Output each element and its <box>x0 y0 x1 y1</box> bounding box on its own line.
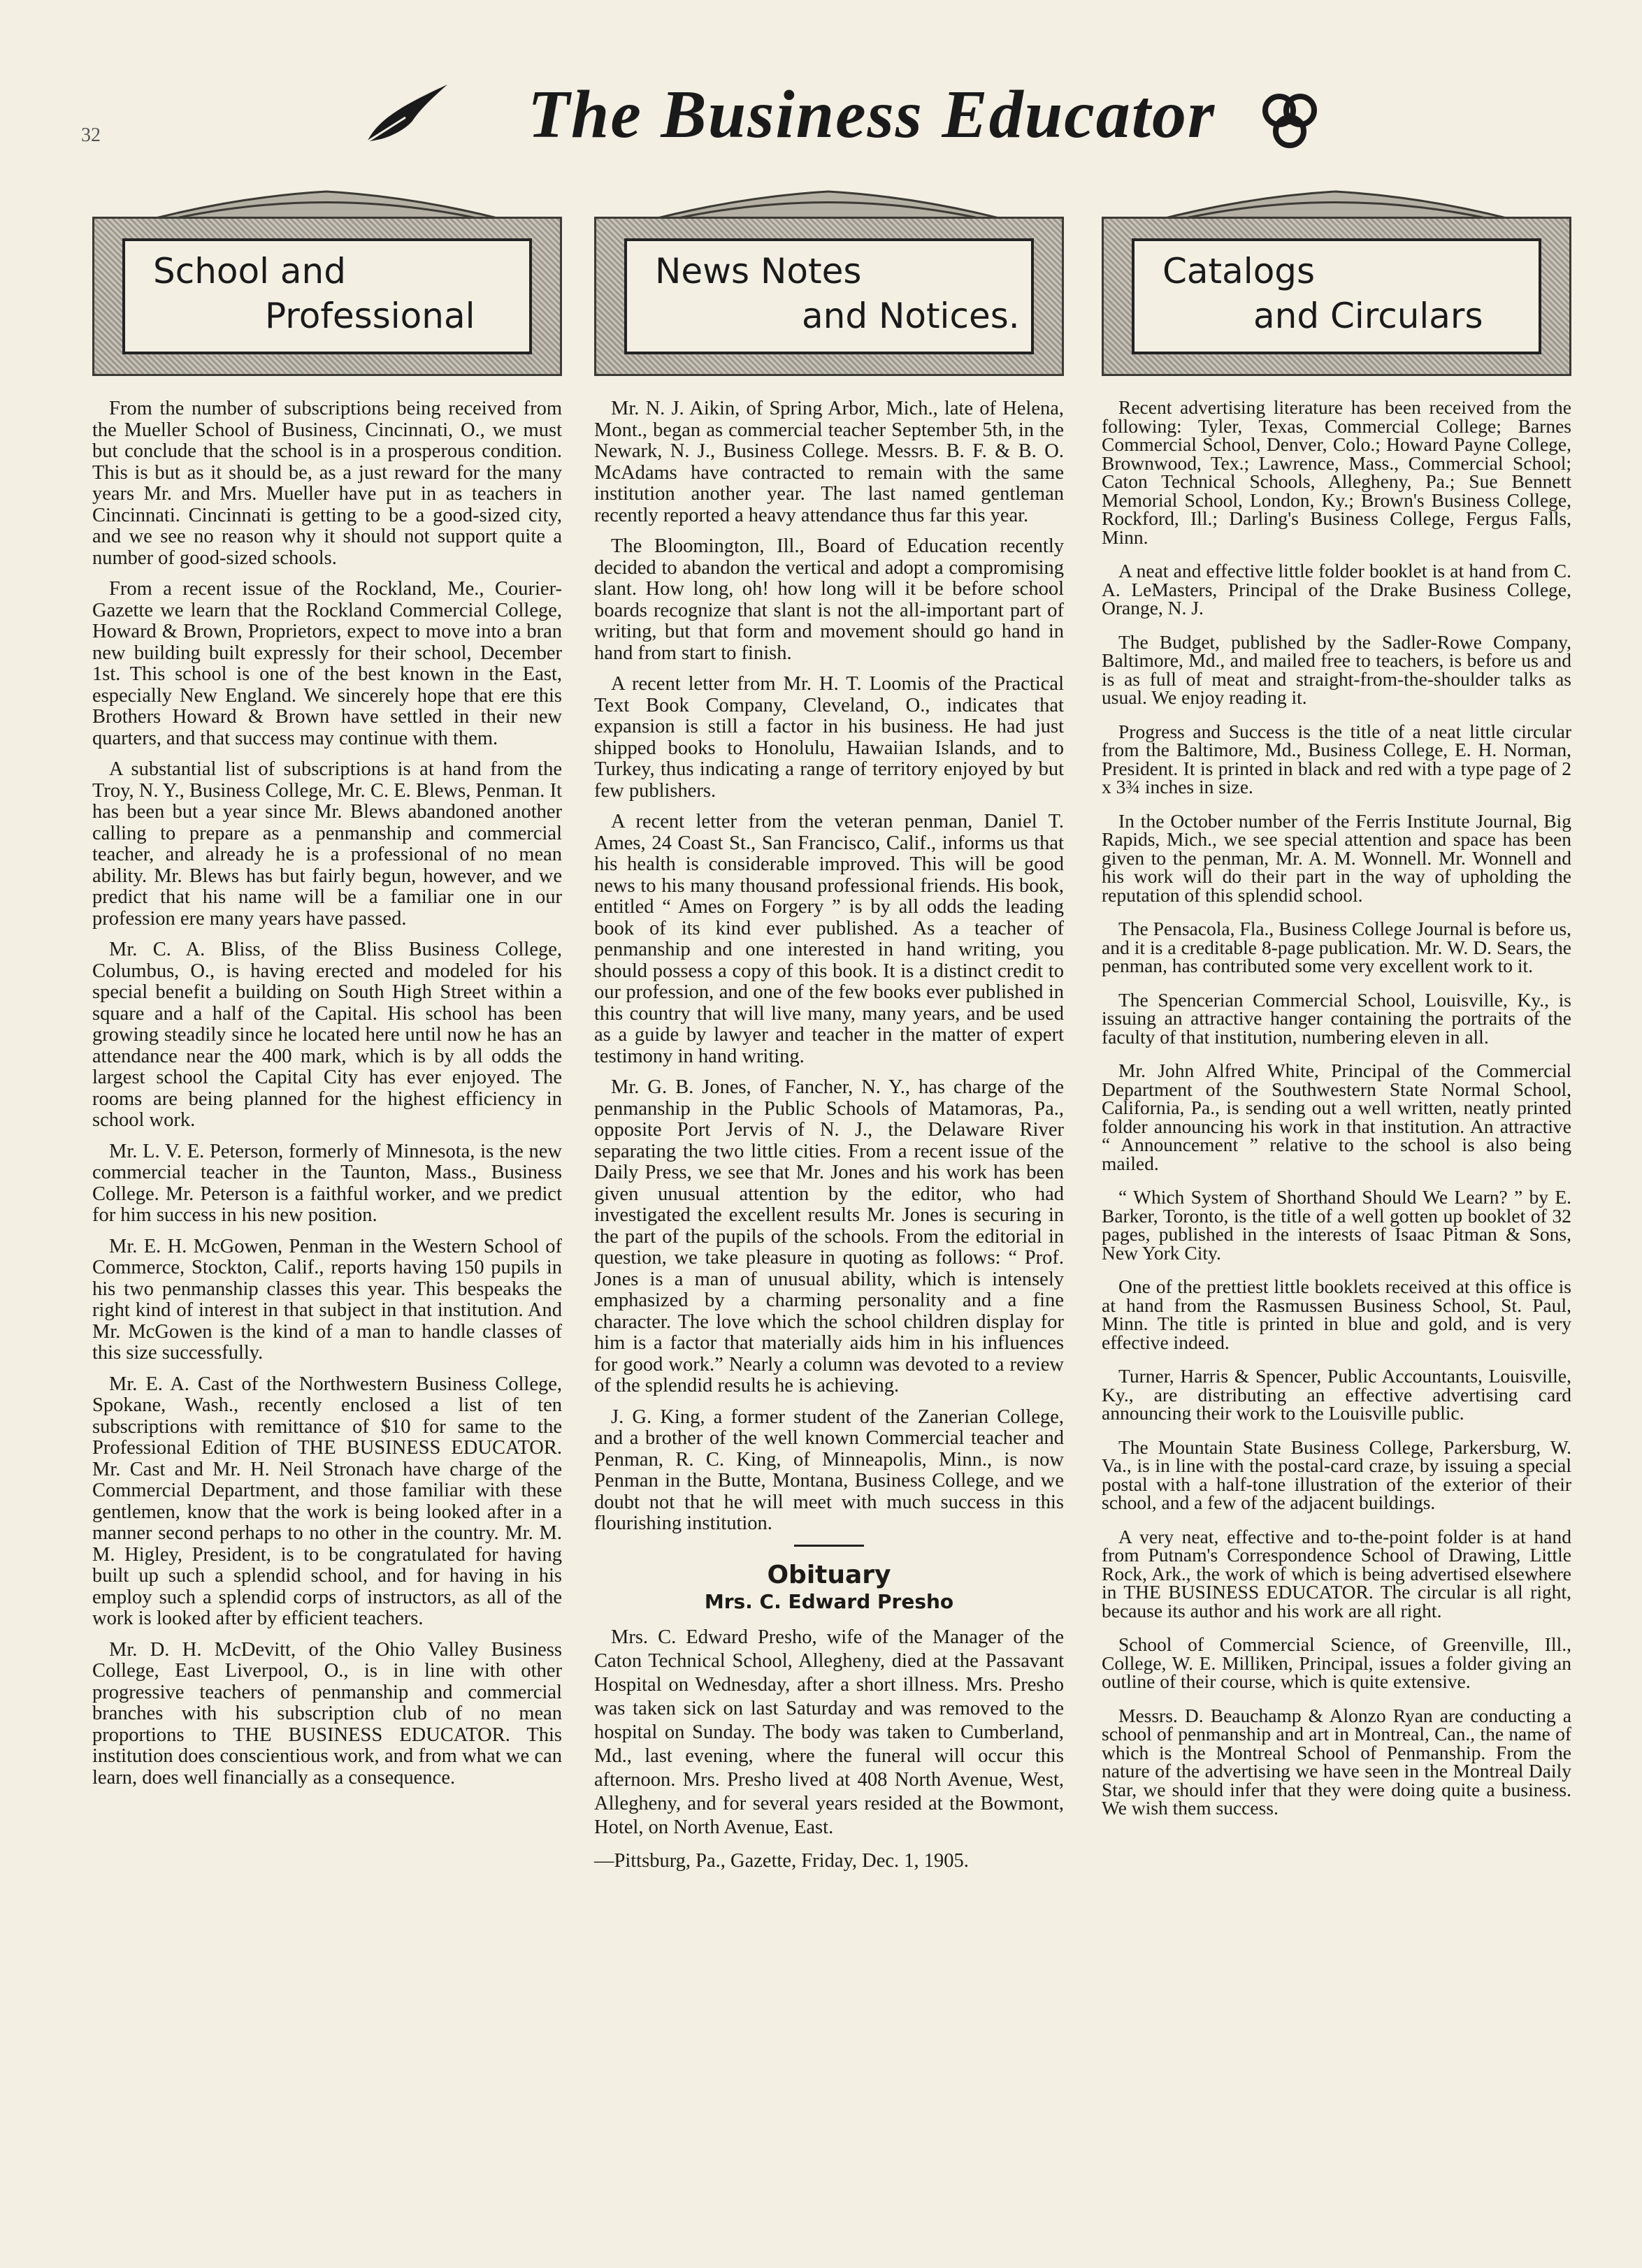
section-header-box <box>92 190 562 380</box>
article-paragraph: A neat and effective little folder booklet is at hand from C. A. LeMasters, Principal of the Drake Business College, Orange, N. J. <box>1102 560 1571 619</box>
article-paragraph: Mr. N. J. Aikin, of Spring Arbor, Mich., late of Helena, Mont., began as commercial teacher September 5th, in the Newark, N. J., Business College. Messrs. B. F. & B. O. McAdams have contracted to remain with the same institution another year. The last named gentleman recently reported a heavy attendance thus far this year. <box>594 398 1064 526</box>
article-paragraph: J. G. King, a former student of the Zanerian College, and a brother of the well known Commercial teacher and Penman, R. C. King, of Minneapolis, Minn., is now Penman in the Butte, Montana, Business College, and we doubt not that he will meet with much success in this flourishing institution. <box>594 1406 1064 1534</box>
article-paragraph: One of the prettiest little booklets received at this office is at hand from the Rasmussen Business School, St. Paul, Minn. The title is printed in blue and gold, and is very effective indeed. <box>1102 1276 1571 1353</box>
article-paragraph: School of Commercial Science, of Greenville, Ill., College, W. E. Milliken, Principal, issues a folder giving an outline of their course, which is quite extensive. <box>1102 1633 1571 1692</box>
article-paragraph: “ Which System of Shorthand Should We Learn? ” by E. Barker, Toronto, is the title of a well gotten up booklet of 32 pages, published in the interests of Isaac Pitman & Sons, New York City. <box>1102 1186 1571 1264</box>
divider <box>794 1545 864 1547</box>
article-paragraph: Recent advertising literature has been received from the following: Tyler, Texas, Commercial College; Barnes Commercial School, Denver, Colo.; Howard Payne College, Brownwood, Tex.; Lawrence, Mass., Commercial School; Caton Technical Schools, Allegheny, Pa.; Sue Bennett Memorial School, London, Ky.; Brown's Business College, Rockford, Ill.; Darling's Business College, Fergus Falls, Minn. <box>1102 396 1571 548</box>
obituary-heading: Obituary <box>767 1560 891 1589</box>
section-title-line1: School and <box>153 251 346 291</box>
section-title-line1: News Notes <box>655 251 862 291</box>
obituary-text <box>594 1626 1064 1873</box>
article-paragraph: Mr. G. B. Jones, of Fancher, N. Y., has charge of the penmanship in the Public Schools of Matamoras, Pa., opposite Port Jervis of N. J., the Delaware River separating the two little cities. From a recent issue of the Daily Press, we see that Mr. Jones and his work has been given unusual attention by the editor, who had investigated the excellent results Mr. Jones is securing in the part of the pupils of the schools. From the editorial in question, we take pleasure in quoting as follows: “ Prof. Jones is a man of unusual ability, which is intensely emphasized by a charming personality and a fine character. The love which the school children display for him is a factor that materially aids him in his influences for good work.” Nearly a column was devoted to a review of the splendid results he is achieving. <box>594 1076 1064 1396</box>
column-school-professional <box>92 190 562 1798</box>
article-paragraph: Mr. L. V. E. Peterson, formerly of Minnesota, is the new commercial teacher in the Taunton, Mass., Business College. Mr. Peterson is a faithful worker, and we predict for him success in his new position. <box>92 1140 562 1226</box>
article-paragraph: Mr. E. A. Cast of the Northwestern Business College, Spokane, Wash., recently enclosed a list of ten subscriptions with remittance of $10 for same to the Professional Edition of THE BUSINESS EDUCATOR. Mr. Cast and Mr. H. Neil Stronach have charge of the Commercial Department, and those familiar with these gentlemen, know that the work is being looked after in a manner second perhaps to no other in the country. Mr. M. M. Higley, President, is to be congratulated for having built up such a splendid school, and for having in his employ such a splendid corps of instructors, as all of the work is looked after by efficient teachers. <box>92 1373 562 1629</box>
article-paragraph: Mr. D. H. McDevitt, of the Ohio Valley Business College, East Liverpool, O., is in line with other progressive teachers of penmanship and commercial branches with his subscription club of no mean proportions to THE BUSINESS EDUCATOR. This institution does conscientious work, and from what we can learn, does well financially as a consequence. <box>92 1638 562 1789</box>
article-paragraph: Progress and Success is the title of a neat little circular from the Baltimore, Md., Business College, E. H. Norman, President. It is printed in black and red with a type page of 2 x 3¾ inches in size. <box>1102 720 1571 797</box>
article-paragraph: A substantial list of subscriptions is at hand from the Troy, N. Y., Business College, Mr. C. E. Blews, Penman. It has been but a year since Mr. Blews abandoned another calling to prepare as a penmanship and commercial teacher, and already he is a professional of no mean ability. Mr. Blews has but fairly begun, however, and we predict that his name will be a familiar one in our profession ere many years have passed. <box>92 758 562 930</box>
column-catalogs-circulars <box>1102 190 1571 1833</box>
obituary-name: Mrs. C. Edward Presho <box>704 1590 954 1613</box>
article-paragraph: The Spencerian Commercial School, Louisville, Ky., is issuing an attractive hanger containing the portraits of the faculty of that institution, numbering eleven in all. <box>1102 988 1571 1048</box>
obituary-paragraph: Mrs. C. Edward Presho, wife of the Manager of the Caton Technical School, Allegheny, died at the Passavant Hospital on Wednesday, after a short illness. Mrs. Presho was taken sick on last Saturday and was removed to the hospital on Sunday. The body was taken to Cumberland, Md., last evening, where the funeral will occur this afternoon. Mrs. Presho lived at 408 North Avenue, West, Allegheny, and for several years resided at the Bowmont, Hotel, on North Avenue, East. <box>594 1626 1064 1838</box>
article-paragraph: From a recent issue of the Rockland, Me., Courier-Gazette we learn that the Rockland Commercial College, Howard & Brown, Proprietors, expect to move into a bran new building built expressly for their school, December 1st. This school is one of the best known in the East, especially New England. We sincerely hope that ere this Brothers Howard & Brown have settled in their new quarters, and that success may continue with them. <box>92 578 562 749</box>
article-paragraph: A very neat, effective and to-the-point folder is at hand from Putnam's Correspondence School of Drawing, Little Rock, Ark., the work of which is being advertised elsewhere in THE BUSINESS EDUCATOR. The circular is all right, because its author and his work are all right. <box>1102 1525 1571 1621</box>
section-header-box <box>1102 190 1571 380</box>
article-paragraph: A recent letter from the veteran penman, Daniel T. Ames, 24 Coast St., San Francisco, Calif., informs us that his health is considerable improved. This will be good news to his many thousand professional friends. His book, entitled “ Ames on Forgery ” is by all odds the leading book of its kind ever published. As a teacher of penmanship and one interested in hand writing, you should possess a copy of this book. It is a distinct credit to our profession, and one of the few books ever published in this country that will live many, many years, and be used as a guide by lawyer and teacher in the matter of expert testimony in hand writing. <box>594 811 1064 1067</box>
article-paragraph: In the October number of the Ferris Institute Journal, Big Rapids, Mich., we see special attention and space has been given to the penman, Mr. A. M. Wonnell. Mr. Wonnell and his work will do their part in the way of upholding the reputation of this splendid school. <box>1102 809 1571 906</box>
obituary-credit: —Pittsburg, Pa., Gazette, Friday, Dec. 1, 1905. <box>594 1849 969 1872</box>
masthead-title: The Business Educator <box>528 77 1216 152</box>
quill-icon <box>363 79 454 149</box>
article-paragraph: Turner, Harris & Spencer, Public Accountants, Louisville, Ky., are distributing an effective advertising card announcing their work to the Louisville public. <box>1102 1365 1571 1424</box>
article-paragraph: The Bloomington, Ill., Board of Education recently decided to abandon the vertical and adopt a compromising slant. How long, oh! how long will it be before school boards recognize that slant is not the all-important part of writing, but that form and movement should go hand in hand from start to finish. <box>594 535 1064 664</box>
article-list <box>594 398 1064 1873</box>
section-title-line2: Professional <box>265 296 475 336</box>
article-paragraph: From the number of subscriptions being received from the Mueller School of Business, Cincinnati, O., we must but conclude that the school is in a prosperous condition. This is but as it should be, as a just reward for the many years Mr. and Mrs. Mueller have put in as teachers in Cincinnati. Cincinnati is getting to be a good-sized city, and we see no reason why it should not support quite a number of good-sized schools. <box>92 398 562 569</box>
article-list <box>92 398 562 1789</box>
article-list <box>1102 398 1571 1818</box>
article-paragraph: Mr. E. H. McGowen, Penman in the Western School of Commerce, Stockton, Calif., reports having 150 pupils in his two penmanship classes this year. This bespeaks the right kind of interest in that subject in that institution. And Mr. McGowen is the kind of a man to handle classes of this size successfully. <box>92 1235 562 1364</box>
article-paragraph: Mr. John Alfred White, Principal of the Commercial Department of the Southwestern State Normal School, California, Pa., is sending out a well written, neatly printed folder announcing his work in that institution. An attractive “ Announcement ” relative to the school is also being mailed. <box>1102 1060 1571 1174</box>
masthead <box>363 75 1342 159</box>
section-title-line2: and Notices. <box>802 296 1020 336</box>
article-paragraph: Messrs. D. Beauchamp & Alonzo Ryan are conducting a school of penmanship and art in Montreal, Can., the name of which is the Montreal School of Penmanship. From the nature of the advertising we have seen in the Montreal Daily Star, we should infer that they were doing quite a business. We wish them success. <box>1102 1704 1571 1819</box>
section-header-box <box>594 190 1064 380</box>
column-news-notes <box>594 190 1064 1883</box>
article-paragraph: A recent letter from Mr. H. T. Loomis of the Practical Text Book Company, Cleveland, O., indicates that expansion is still a factor in his business. He had just shipped books to Honolulu, Hawaiian Islands, and to Turkey, thus indicating a range of territory enjoyed by but few publishers. <box>594 673 1064 802</box>
article-paragraph: The Mountain State Business College, Parkersburg, W. Va., is in line with the postal-card craze, by issuing a special postal with a half-tone illustration of the exterior of their school, and a few of the adjacent buildings. <box>1102 1436 1571 1513</box>
ornament-icon <box>1258 89 1321 152</box>
article-paragraph: The Pensacola, Fla., Business College Journal is before us, and it is a creditable 8-page publication. Mr. W. D. Sears, the penman, has contributed some very excellent work to it. <box>1102 918 1571 976</box>
section-title-line2: and Circulars <box>1253 296 1483 336</box>
article-paragraph: The Budget, published by the Sadler-Rowe Company, Baltimore, Md., and mailed free to teachers, is before us and is as full of meat and straight-from-the-shoulder talks as usual. We enjoy reading it. <box>1102 630 1571 708</box>
article-paragraph: Mr. C. A. Bliss, of the Bliss Business College, Columbus, O., is having erected and modeled for his special benefit a building on South High Street within a square and a half of the Capital. His school has been growing steadily since he located here until now he has an attendance near the 400 mark, which is by all odds the largest school the Capital City has ever enjoyed. The rooms are being planned for the highest efficiency in school work. <box>92 939 562 1131</box>
page-number: 32 <box>81 124 101 146</box>
section-title-line1: Catalogs <box>1162 251 1316 291</box>
